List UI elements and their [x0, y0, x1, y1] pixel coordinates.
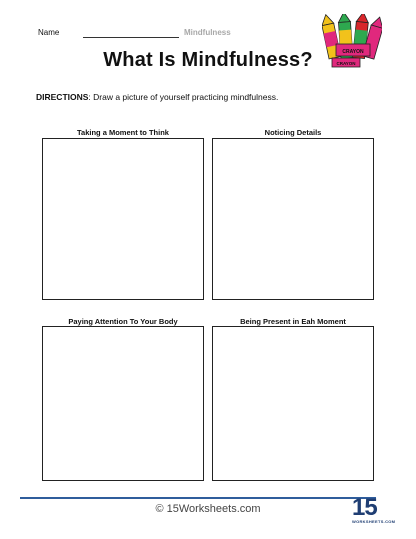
logo-text: WORKSHEETS.COM: [352, 519, 396, 524]
box-label-think: Taking a Moment to Think: [77, 128, 169, 137]
name-line[interactable]: [83, 37, 179, 38]
crayon-label-2: CRAYON: [336, 61, 356, 66]
directions-text: : Draw a picture of yourself practicing mindfulness.: [88, 92, 279, 102]
footer-divider: [20, 497, 376, 499]
directions-label: DIRECTIONS: [36, 92, 89, 102]
box-label-body: Paying Attention To Your Body: [68, 317, 178, 326]
crayon-label-1: CRAYON: [342, 49, 364, 55]
subject-label: Mindfulness: [184, 28, 231, 37]
drawing-box-present[interactable]: [212, 326, 374, 481]
name-label: Name: [38, 28, 60, 37]
drawing-box-think[interactable]: [42, 138, 204, 300]
logo-number: 15: [352, 494, 377, 521]
drawing-box-details[interactable]: [212, 138, 374, 300]
box-label-details: Noticing Details: [264, 128, 322, 137]
page-title: What Is Mindfulness?: [103, 49, 313, 71]
directions: [36, 92, 278, 102]
footer-copyright: © 15Worksheets.com: [155, 503, 261, 515]
drawing-box-body[interactable]: [42, 326, 204, 481]
box-label-present: Being Present in Eah Moment: [240, 317, 346, 326]
